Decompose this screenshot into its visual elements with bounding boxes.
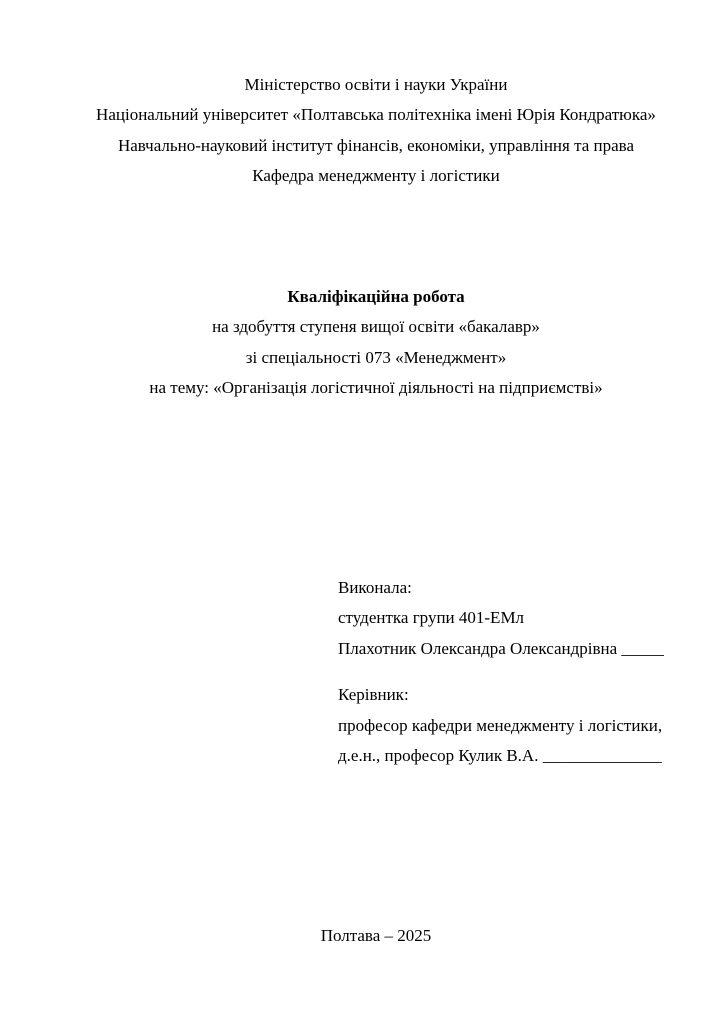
university-line: Національний університет «Полтавська політехніка імені Юрія Кондратюка» [96, 105, 656, 125]
supervisor-label: Керівник: [338, 685, 409, 705]
supervisor-position-line: професор кафедри менеджменту і логістики, [338, 715, 663, 735]
department-line: Кафедра менеджменту і логістики [252, 166, 500, 186]
work-title-block [95, 282, 657, 404]
supervisor-group [338, 680, 664, 771]
topic-line: на тему: «Організація логістичної діяльності на підприємстві» [149, 378, 603, 398]
city-year-footer [95, 921, 657, 951]
executor-label: Виконала: [338, 578, 412, 597]
executor-name-line: Плахотник Олександра Олександрівна _____ [338, 638, 664, 658]
specialty-line: зі спеціальності 073 «Менеджмент» [245, 347, 507, 367]
degree-line: на здобуття ступеня вищої освіти «бакалавр» [212, 317, 540, 337]
city-year-line: Полтава – 2025 [320, 926, 432, 945]
executor-group [338, 573, 664, 664]
work-title-heading: Кваліфікаційна робота [287, 287, 465, 306]
signature-block [338, 573, 664, 771]
supervisor-name-line: д.е.н., професор Кулик В.А. ______________ [338, 746, 662, 766]
university-header [95, 70, 657, 192]
executor-group-line: студентка групи 401-ЕМл [338, 608, 525, 628]
institute-line: Навчально-науковий інститут фінансів, економіки, управління та права [117, 135, 635, 155]
ministry-line: Міністерство освіти і науки України [244, 75, 508, 94]
